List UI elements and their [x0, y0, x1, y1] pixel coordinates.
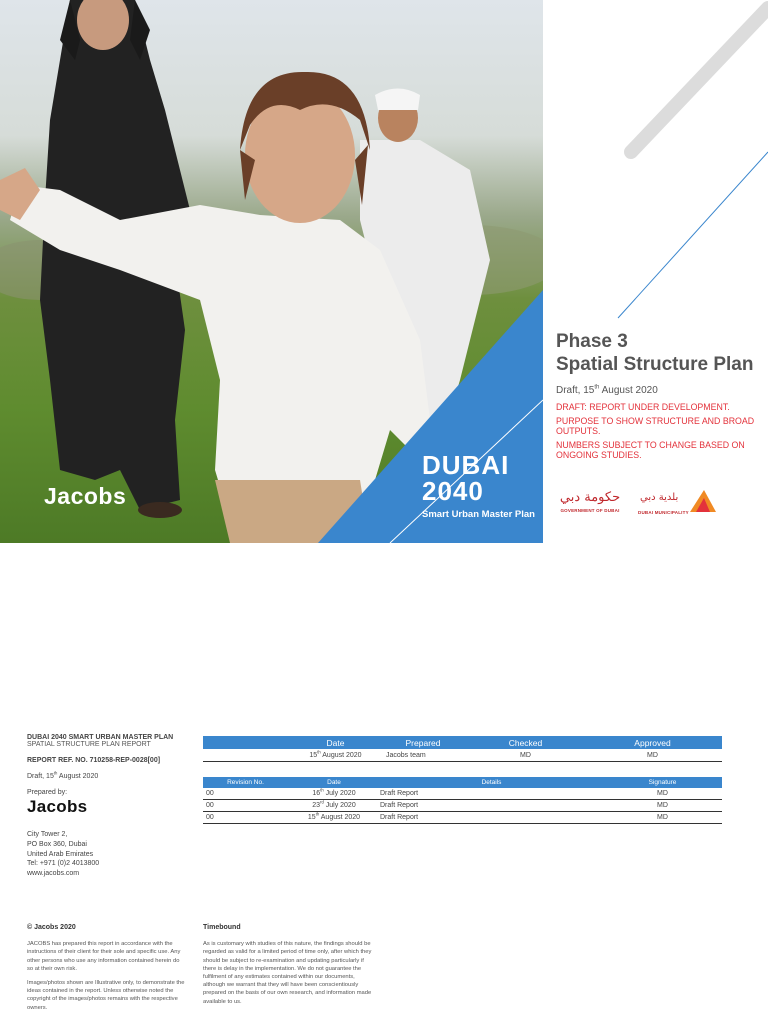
- revision-header: Date: [288, 777, 380, 788]
- dubai-2040-logo: [422, 452, 535, 520]
- copyright-paragraph: Images/photos shown are Illustrative only, to demonstrate the ideas contained in the report. Unless otherwise noted the copyright of the images/photos remains with the respective owners.: [27, 980, 185, 1011]
- revision-table: [203, 777, 722, 824]
- table-cell: 23rd July 2020: [288, 800, 380, 812]
- website-link[interactable]: www.jacobs.com: [27, 870, 80, 878]
- table-cell: MD: [603, 800, 722, 812]
- draft-notice-3: NUMBERS SUBJECT TO CHANGE BASED ON ONGOING STUDIES.: [556, 440, 745, 460]
- timebound-paragraph: As is customary with studies of this nature, the findings should be regarded as valid for a limited period of time only, after which they should be subject to re-examination and updating particularly if there is delay in the implementation. We do not guarantee the fulfilment of any estimates contained within our documents, although we warrant that they will have been conscientiously prepared on the basis of our own research, and information made available to us.: [203, 941, 372, 1005]
- table-row: [203, 800, 722, 812]
- table-row: [203, 812, 722, 824]
- table-cell: 15th August 2020: [293, 749, 378, 762]
- approval-table: [203, 736, 722, 762]
- table-cell: 16th July 2020: [288, 788, 380, 800]
- phase-heading: Phase 3: [556, 331, 628, 352]
- company-address: [27, 830, 197, 879]
- municipality-emblem-icon: [688, 488, 718, 514]
- table-row: [203, 788, 722, 800]
- table-cell: 00: [203, 800, 288, 812]
- table-cell: Jacobs team: [378, 749, 468, 762]
- report-draft-date: Draft, 15th August 2020: [27, 770, 99, 780]
- revision-header: Signature: [603, 777, 722, 788]
- government-of-dubai-logo: [556, 488, 624, 513]
- report-name: SPATIAL STRUCTURE PLAN REPORT: [27, 741, 151, 748]
- project-name: DUBAI 2040 SMART URBAN MASTER PLAN: [27, 734, 174, 741]
- table-cell: MD: [603, 788, 722, 800]
- copyright-section: [27, 924, 187, 1018]
- address-line: PO Box 360, Dubai: [27, 840, 87, 848]
- table-cell: MD: [468, 749, 583, 762]
- dubai-logo-line1: DUBAI: [422, 450, 510, 480]
- report-reference: REPORT REF. NO. 710258-REP-0028[00]: [27, 757, 161, 764]
- revision-header-row: [203, 777, 722, 788]
- approval-header: Prepared: [378, 736, 468, 749]
- cover-draft-date: Draft, 15th August 2020: [556, 384, 658, 396]
- cover-title: Spatial Structure Plan: [556, 354, 754, 375]
- cover-photo: [0, 0, 543, 543]
- table-cell: Draft Report: [380, 812, 603, 824]
- government-logos: [556, 488, 726, 520]
- dubai-municipality-arabic: بلدية دبي: [640, 492, 679, 503]
- table-cell: [203, 749, 293, 762]
- jacobs-logo-dark: Jacobs: [27, 797, 88, 816]
- copyright-heading: © Jacobs 2020: [27, 924, 76, 931]
- approval-header: Approved: [583, 736, 722, 749]
- approval-header: Checked: [468, 736, 583, 749]
- cover-title-block: [556, 331, 761, 460]
- table-cell: 00: [203, 812, 288, 824]
- decorative-lines: [543, 0, 768, 330]
- table-cell: Draft Report: [380, 788, 603, 800]
- revision-header: Details: [380, 777, 603, 788]
- draft-notice-2: PURPOSE TO SHOW STRUCTURE AND BROAD OUTPUTS.: [556, 416, 755, 436]
- report-info: [27, 734, 197, 879]
- jacobs-logo: Jacobs: [44, 483, 127, 509]
- table-cell: 00: [203, 788, 288, 800]
- table-cell: 15th August 2020: [288, 812, 380, 824]
- address-line: Tel: +971 (0)2 4013800: [27, 860, 100, 868]
- copyright-paragraph: JACOBS has prepared this report in accordance with the instructions of their client for their sole and specific use. Any other persons who use any information contained herein do so at their own risk.: [27, 941, 181, 972]
- draft-notice-1: DRAFT: REPORT UNDER DEVELOPMENT.: [556, 402, 730, 412]
- dubai-logo-tagline: Smart Urban Master Plan: [422, 509, 535, 520]
- approval-header-row: [203, 736, 722, 749]
- table-cell: Draft Report: [380, 800, 603, 812]
- timebound-heading: Timebound: [203, 924, 241, 931]
- table-cell: MD: [603, 812, 722, 824]
- government-of-dubai-text: GOVERNMENT OF DUBAI: [560, 508, 620, 513]
- dubai-logo-line2: 2040: [422, 476, 484, 506]
- prepared-by-label: Prepared by:: [27, 789, 68, 796]
- dubai-municipality-text: DUBAI MUNICIPALITY: [638, 510, 689, 515]
- timebound-section: [203, 924, 373, 1006]
- revision-header: Revision No.: [203, 777, 288, 788]
- approval-header: Date: [293, 736, 378, 749]
- table-cell: MD: [583, 749, 722, 762]
- address-line: City Tower 2,: [27, 831, 68, 838]
- government-of-dubai-arabic: حكومة دبي: [559, 490, 621, 505]
- approval-header: [203, 736, 293, 749]
- table-row: [203, 749, 722, 762]
- dubai-municipality-logo: [638, 488, 720, 515]
- address-line: United Arab Emirates: [27, 850, 94, 858]
